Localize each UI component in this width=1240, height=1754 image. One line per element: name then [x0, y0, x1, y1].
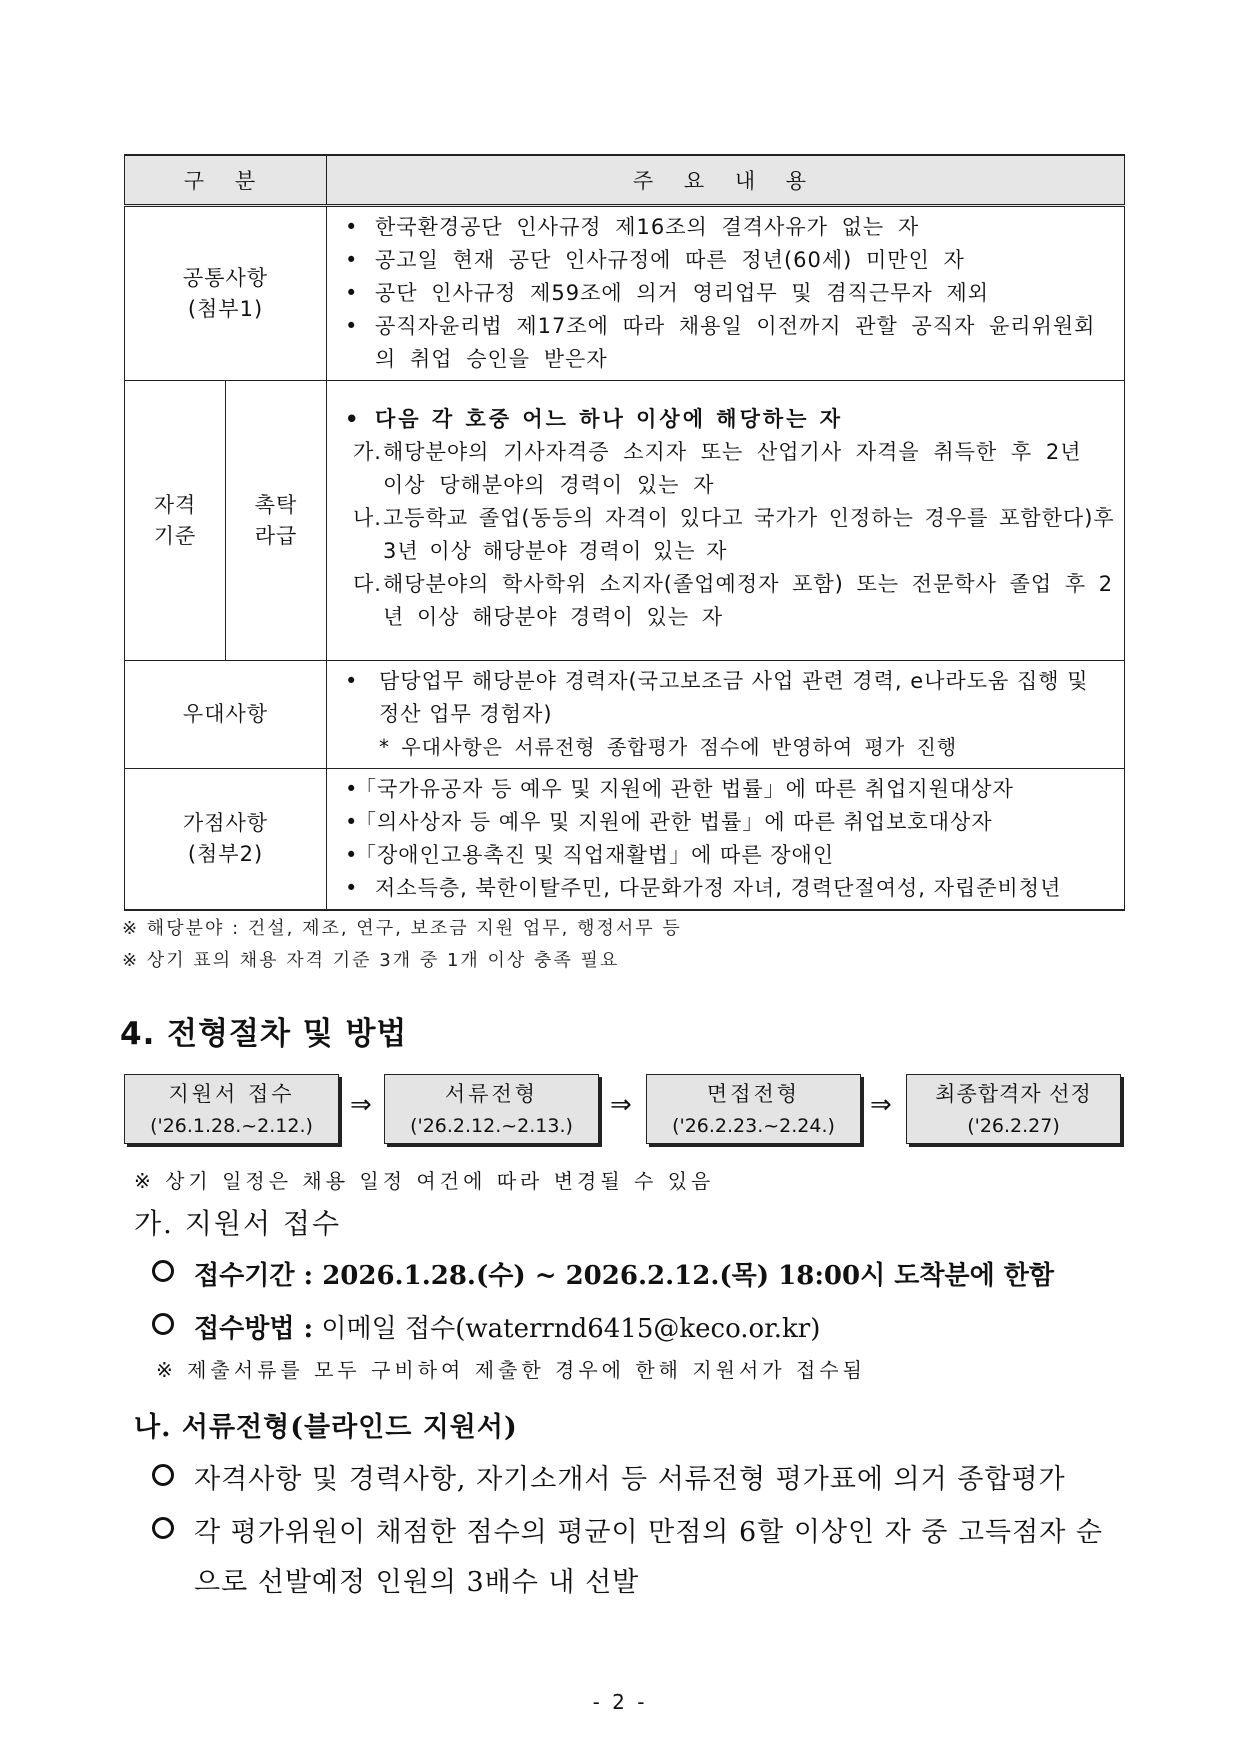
- circle-bullet-icon: [152, 1517, 174, 1539]
- arrow-icon: ⇒: [350, 1090, 372, 1120]
- qualification-content: [327, 381, 1125, 661]
- qualification-lead: • 다음 각 호중 어느 하나 이상에 해당하는 자: [341, 403, 1116, 436]
- list-item: 자격사항 및 경력사항, 자기소개서 등 서류전형 평가표에 의거 종합평가: [152, 1457, 1122, 1496]
- qualification-item: 나. 고등학교 졸업(동등의 자격이 있다고 국가가 인정하는 경우를 포함한다)후 3년 이상 해당분야 경력이 있는 자: [353, 506, 1115, 563]
- list-item: • 공고일 현재 공단 인사규정에 따른 정년(60세) 미만인 자: [341, 244, 1116, 277]
- bonus-content: [327, 769, 1125, 911]
- header-category: 구 분: [125, 155, 327, 206]
- circle-bullet-icon: [152, 1464, 174, 1486]
- flow-step: 지원서 접수 ('26.1.28.~2.12.): [124, 1074, 339, 1144]
- circle-bullet-icon: [152, 1313, 174, 1335]
- table-note: ※ 상기 표의 채용 자격 기준 3개 중 1개 이상 충족 필요: [122, 950, 620, 971]
- bonus-label: 가점사항 (첨부2): [125, 769, 327, 911]
- header-content: 주 요 내 용: [327, 155, 1125, 206]
- grade-label: 촉탁 라급: [226, 381, 327, 661]
- list-item: 각 평가위원이 채점한 점수의 평균이 만점의 6할 이상인 자 중 고득점자 순으로 선발예정 인원의 3배수 내 선발: [152, 1508, 1122, 1608]
- subsection-title: 나. 서류전형(블라인드 지원서): [134, 1412, 518, 1443]
- method-line: 접수방법 : 이메일 접수(waterrnd6415@keco.or.kr): [152, 1308, 820, 1345]
- qualification-label: 자격 기준: [125, 381, 226, 661]
- list-item: • 저소득층, 북한이탈주민, 다문화가정 자녀, 경력단절여성, 자립준비청년: [341, 872, 1116, 905]
- flow-step: 최종합격자 선정 ('26.2.27): [906, 1074, 1121, 1144]
- submission-note: ※ 제출서류를 모두 구비하여 제출한 경우에 한해 지원서가 접수됨: [156, 1358, 866, 1382]
- subsection-title: 가. 지원서 접수: [134, 1207, 341, 1240]
- flow-step: 서류전형 ('26.2.12.~2.13.): [384, 1074, 599, 1144]
- qualification-item: 다. 해당분야의 학사학위 소지자(졸업예정자 포함) 또는 전문학사 졸업 후 2년 이상 해당분야 경력이 있는 자: [353, 572, 1114, 629]
- flow-note: ※ 상기 일정은 채용 일정 여건에 따라 변경될 수 있음: [134, 1169, 715, 1193]
- period-line: 접수기간 : 2026.1.28.(수) ~ 2026.2.12.(목) 18:00시 도착분에 한함: [152, 1255, 1054, 1292]
- circle-bullet-icon: [152, 1260, 174, 1282]
- page-number: - 2 -: [592, 1690, 648, 1714]
- list-item: • 담당업무 해당분야 경력자(국고보조금 사업 관련 경력, e나라도움 집행 및 정산 업무 경험자): [341, 665, 1116, 731]
- preference-note: * 우대사항은 서류전형 종합평가 점수에 반영하여 평가 진행: [379, 735, 958, 759]
- qualification-table: [124, 154, 1125, 911]
- list-item: • 한국환경공단 인사규정 제16조의 결격사유가 없는 자: [341, 211, 1116, 244]
- arrow-icon: ⇒: [610, 1090, 632, 1120]
- list-item: • 「의사상자 등 예우 및 지원에 관한 법률」에 따른 취업보호대상자: [341, 806, 1116, 839]
- section-heading: 4. 전형절차 및 방법: [120, 1016, 408, 1052]
- common-label: 공통사항 (첨부1): [125, 206, 327, 381]
- list-item: • 공단 인사규정 제59조에 의거 영리업무 및 겸직근무자 제외: [341, 277, 1116, 310]
- qualification-item: 가. 해당분야의 기사자격증 소지자 또는 산업기사 자격을 취득한 후 2년 이상 당해분야의 경력이 있는 자: [353, 440, 1082, 497]
- common-content: [327, 206, 1125, 381]
- preference-label: 우대사항: [125, 661, 327, 769]
- preference-content: [327, 661, 1125, 769]
- list-item: • 「장애인고용촉진 및 직업재활법」에 따른 장애인: [341, 839, 1116, 872]
- flow-step: 면접전형 ('26.2.23.~2.24.): [646, 1074, 861, 1144]
- arrow-icon: ⇒: [870, 1090, 892, 1120]
- list-item: • 「국가유공자 등 예우 및 지원에 관한 법률」에 따른 취업지원대상자: [341, 773, 1116, 806]
- table-note: ※ 해당분야 : 건설, 제조, 연구, 보조금 지원 업무, 행정서무 등: [122, 918, 682, 939]
- list-item: • 공직자윤리법 제17조에 따라 채용일 이전까지 관할 공직자 윤리위원회의 취업 승인을 받은자: [341, 310, 1116, 376]
